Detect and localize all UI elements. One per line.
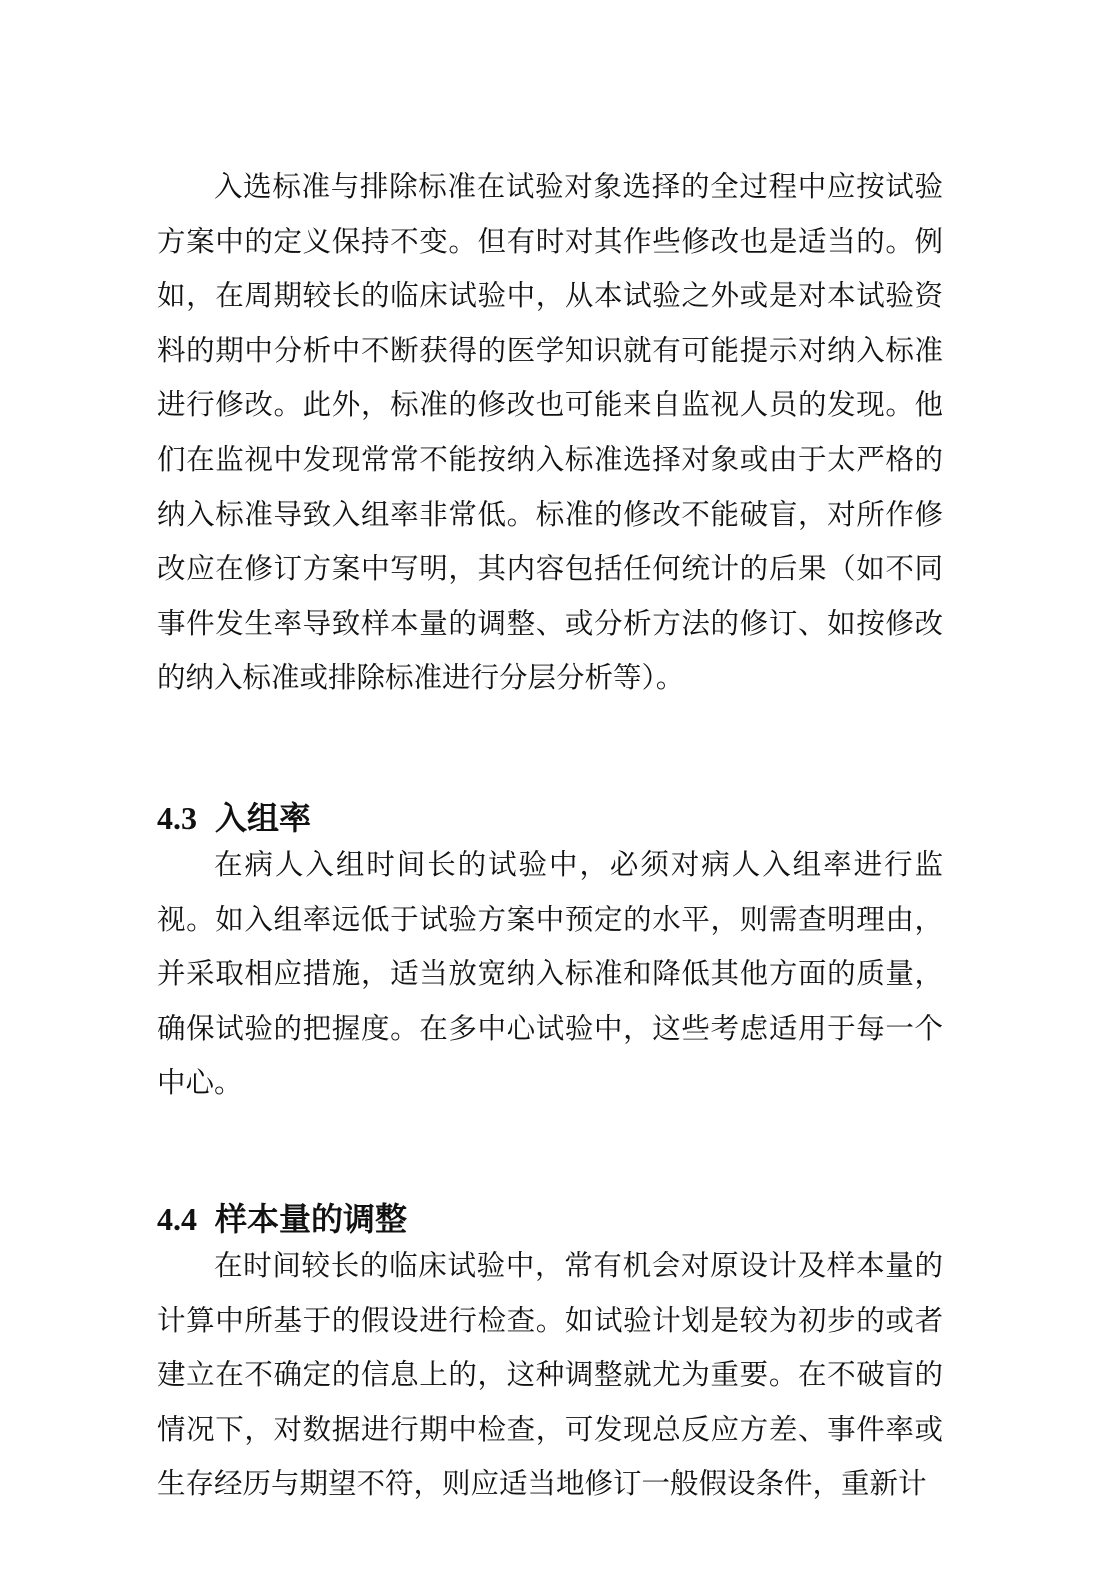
section-heading-4-4 — [157, 1123, 943, 1239]
paragraph-enrollment-rate: 在病人入组时间长的试验中，必须对病人入组率进行监视。如入组率远低于试验方案中预定的水平，则需查明理由，并采取相应措施，适当放宽纳入标准和降低其他方面的质量，确保试验的把握度。在多中心试验中，这些考虑适用于每一个中心。 — [157, 847, 943, 1100]
document-body — [157, 160, 943, 1512]
section-title: 入组率 — [215, 798, 312, 837]
section-title: 样本量的调整 — [215, 1199, 408, 1238]
section-number: 4.3 — [157, 799, 197, 836]
section-heading-4-3 — [157, 722, 943, 838]
section-number: 4.4 — [157, 1200, 197, 1237]
paragraph-sample-size-adjustment: 在时间较长的临床试验中，常有机会对原设计及样本量的计算中所基于的假设进行检查。如试验计划是较为初步的或者建立在不确定的信息上的，这种调整就尤为重要。在不破盲的情况下，对数据进行期中检查，可发现总反应方差、事件率或生存经历与期望不符，则应适当地修订一般假设条件，重新计 — [157, 1248, 943, 1501]
paragraph-inclusion-exclusion-criteria: 入选标准与排除标准在试验对象选择的全过程中应按试验方案中的定义保持不变。但有时对其作些修改也是适当的。例如，在周期较长的临床试验中，从本试验之外或是对本试验资料的期中分析中不断获得的医学知识就有可能提示对纳入标准进行修改。此外，标准的修改也可能来自监视人员的发现。他们在监视中发现常常不能按纳入标准选择对象或由于太严格的纳入标准导致入组率非常低。标准的修改不能破盲，对所作修改应在修订方案中写明，其内容包括任何统计的后果（如不同事件发生率导致样本量的调整、或分析方法的修订、如按修改的纳入标准或排除标准进行分层分析等）。 — [157, 170, 943, 695]
